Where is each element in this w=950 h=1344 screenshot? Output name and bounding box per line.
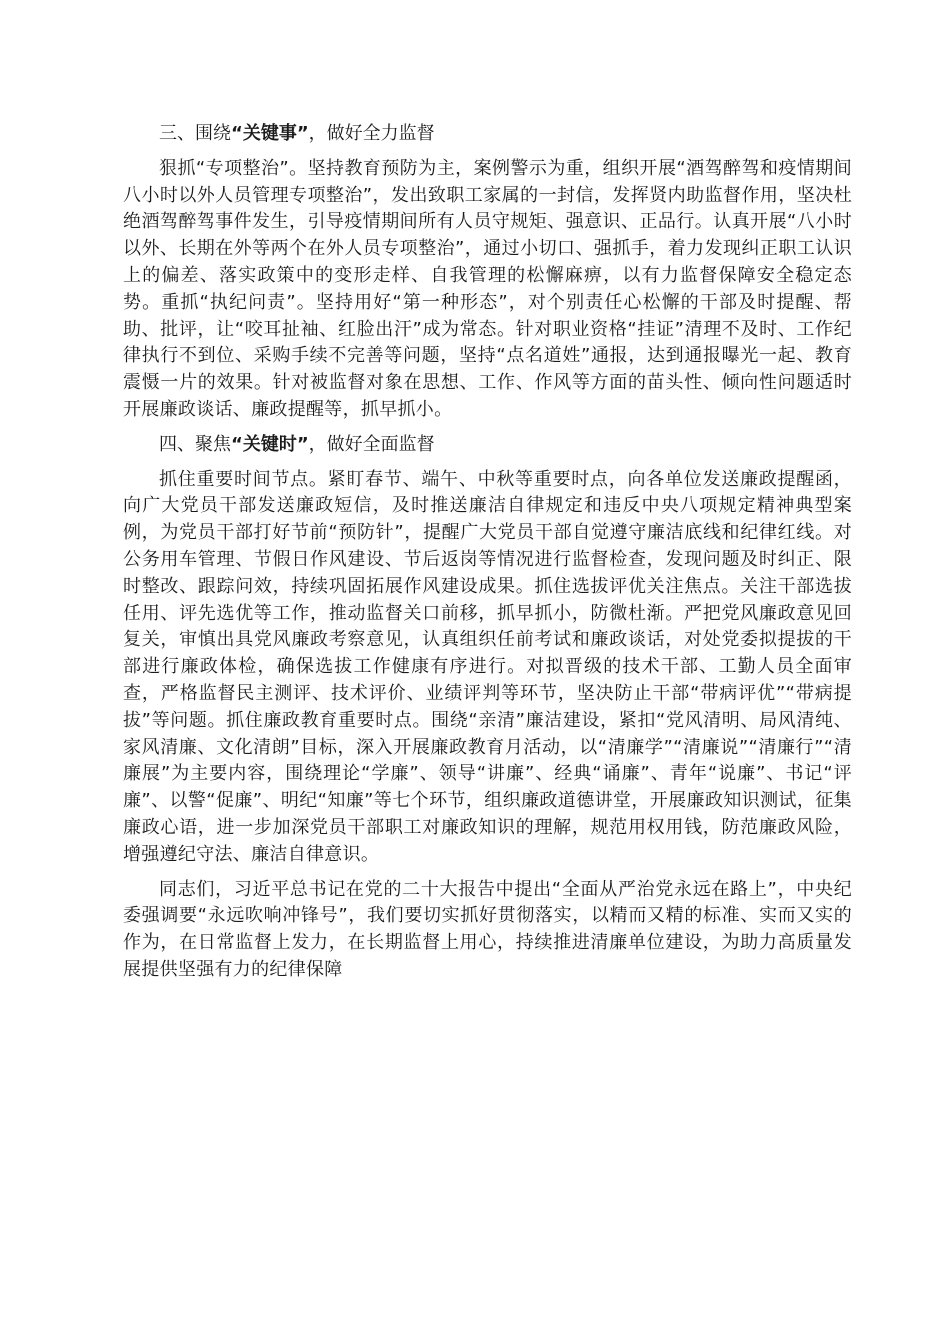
section-4-heading-suffix: ，做好全面监督 — [308, 433, 435, 455]
section-3-paragraph: 狠抓“专项整治”。坚持教育预防为主，案例警示为重，组织开展“酒驾醉驾和疫情期间八小时以外人员管理专项整治”，发出致职工家属的一封信，发挥贤内助监督作用，坚决杜绝酒驾醉驾事件发生，引导疫情期间所有人员守规矩、强意识、正品行。认真开展“八小时以外、长期在外等两个在外人员专项整治”，通过小切口、强抓手，着力发现纠正职工认识上的偏差、落实政策中的变形走样、自我管理的松懈麻痹，以有力监督保障安全稳定态势。重抓“执纪问责”。坚持用好“第一种形态”，对个别责任心松懈的干部及时提醒、帮助、批评，让“咬耳扯袖、红脸出汗”成为常态。针对职业资格“挂证”清理不及时、工作纪律执行不到位、采购手续不完善等问题，坚持“点名道姓”通报，达到通报曝光一起、教育震慑一片的效果。针对被监督对象在思想、工作、作风等方面的苗头性、倾向性问题适时开展廉政谈话、廉政提醒等，抓早抓小。 — [123, 157, 852, 420]
section-3-heading-suffix: ，做好全力监督 — [308, 123, 435, 144]
section-4-heading — [123, 432, 852, 459]
closing-paragraph: 同志们，习近平总书记在党的二十大报告中提出“全面从严治党永远在路上”，中央纪委强调要“永远吹响冲锋号”，我们要切实抓好贯彻落实，以精而又精的标准、实而又实的作为，在日常监督上发力，在长期监督上用心，持续推进清廉单位建设，为助力高质量发展提供坚强有力的纪律保障 — [123, 878, 852, 980]
section-4-paragraph: 抓住重要时间节点。紧盯春节、端午、中秋等重要时点，向各单位发送廉政提醒函，向广大党员干部发送廉政短信，及时推送廉洁自律规定和违反中央八项规定精神典型案例，为党员干部打好节前“预防针”，提醒广大党员干部自觉遵守廉洁底线和纪律红线。对公务用车管理、节假日作风建设、节后返岗等情况进行监督检查，发现问题及时纠正、限时整改、跟踪问效，持续巩固拓展作风建设成果。抓住选拔评优关注焦点。关注干部选拔任用、评先选优等工作，推动监督关口前移，抓早抓小，防微杜渐。严把党风廉政意见回复关，审慎出具党风廉政考察意见，认真组织任前考试和廉政谈话，对处党委拟提拔的干部进行廉政体检，确保选拔工作健康有序进行。对拟晋级的技术干部、工勤人员全面审查，严格监督民主测评、技术评价、业绩评判等环节，坚决防止干部“带病评优”“带病提拔”等问题。抓住廉政教育重要时点。围绕“亲清”廉洁建设，紧扣“党风清明、局风清纯、家风清廉、文化清朗”目标，深入开展廉政教育月活动，以“清廉学”“清廉说”“清廉行”“清廉展”为主要内容，围绕理论“学廉”、领导“讲廉”、经典“诵廉”、青年“说廉”、书记“评廉”、以警“促廉”、明纪“知廉”等七个环节，组织廉政道德讲堂，开展廉政知识测试，征集廉政心语，进一步加深党员干部职工对廉政知识的理解，规范用权用钱，防范廉政风险，增强遵纪守法、廉洁自律意识。 — [123, 468, 852, 865]
section-4-heading-keyword: “关键时” — [231, 433, 309, 455]
section-3-heading — [123, 121, 852, 148]
section-3-heading-prefix: 三、围绕 — [159, 123, 231, 144]
document-page — [123, 121, 852, 992]
section-3-heading-keyword: “关键事” — [231, 123, 309, 144]
section-4-heading-prefix: 四、聚焦 — [159, 433, 231, 455]
